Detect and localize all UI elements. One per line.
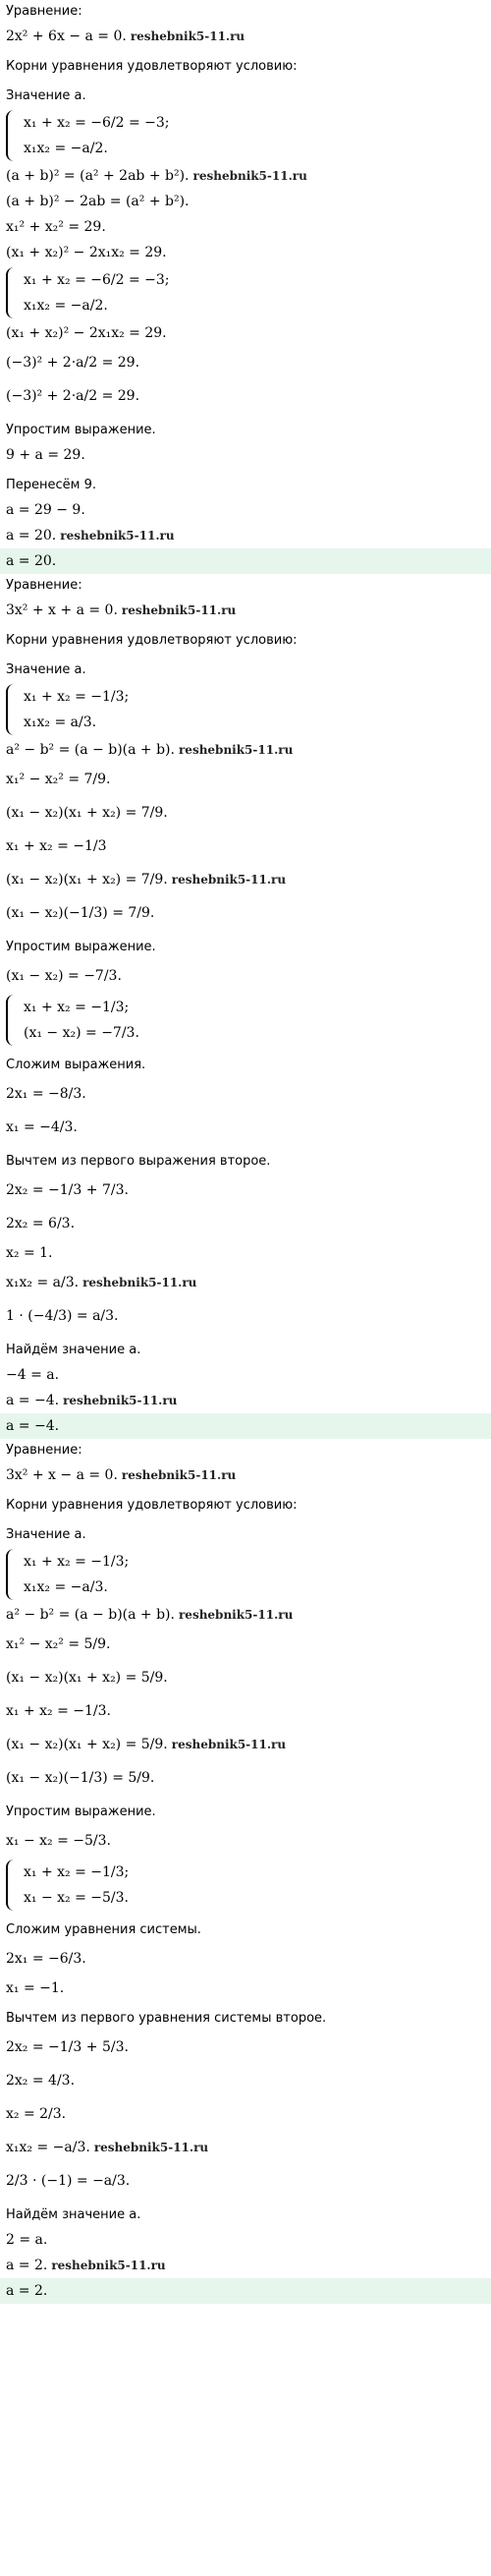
math-line-text: 3x² + x + a = 0. [6,602,118,618]
text-line [2,1054,489,1077]
watermark-logo: reshebnik5-11.ru [130,29,246,43]
equation-system [2,993,489,1048]
math-line-text: x₁² − x₂² = 5/9. [6,1636,111,1652]
math-line [2,959,489,993]
solution-section [0,1439,491,2304]
text-line-text: Сложим выражения. [6,1058,146,1072]
answer-line [0,1413,491,1439]
answer-line [0,548,491,574]
text-line [2,1150,489,1174]
system-row: x₁x₂ = −a/2. [24,298,108,314]
math-line-text: 2x₁ = −8/3. [6,1086,86,1102]
math-line [2,346,489,379]
text-line-text: Упростим выражение. [6,423,156,437]
math-line-text: 3x² + x − a = 0. [6,1467,118,1483]
math-line-text: a = −4. [6,1393,60,1408]
math-line-text: x₁x₂ = a/3. [6,1275,80,1290]
text-line-text: Корни уравнения удовлетворяют условию: [6,633,298,648]
watermark-logo: reshebnik5-11.ru [60,529,175,543]
math-line [2,2064,489,2097]
system-row: x₁ + x₂ = −1/3; [24,1000,130,1015]
system-row: x₁ + x₂ = −6/2 = −3; [24,115,170,131]
text-line-text: Перенесём 9. [6,478,97,492]
math-line [2,2227,489,2253]
brace-icon [6,684,18,735]
watermark-logo: reshebnik5-11.ru [171,873,287,887]
math-line [2,1661,489,1694]
math-line [2,163,489,189]
answer-line-text: a = −4. [6,1418,60,1434]
math-line [2,2253,489,2278]
math-line-text: a = 20. [6,528,57,544]
math-line-text: (−3)² + 2·a/2 = 29. [6,388,140,404]
math-line [2,830,489,863]
watermark-logo: reshebnik5-11.ru [121,1468,237,1482]
text-line [2,55,489,79]
text-line [2,0,489,24]
watermark-logo: reshebnik5-11.ru [178,743,294,757]
math-line-text: a² − b² = (a − b)(a + b). [6,1607,175,1623]
math-line-text: 2x₂ = −1/3 + 5/3. [6,2039,129,2055]
math-line [2,24,489,49]
system-row: x₁x₂ = −a/2. [24,141,108,156]
system-row: x₁ − x₂ = −5/3. [24,1890,129,1906]
watermark-logo: reshebnik5-11.ru [121,603,237,617]
math-line-text: (x₁ − x₂)(x₁ + x₂) = 7/9. [6,805,168,821]
text-line-text: Уравнение: [6,578,82,593]
math-line-text: 2x₂ = 4/3. [6,2073,76,2089]
math-line-text: (x₁ + x₂)² − 2x₁x₂ = 29. [6,325,167,341]
answer-line-text: a = 2. [6,2283,48,2299]
math-line [2,1942,489,1975]
math-line-text: 2x₂ = −1/3 + 7/3. [6,1182,129,1198]
text-line [2,574,489,598]
math-line-text: x₁² − x₂² = 7/9. [6,772,111,787]
text-line [2,1439,489,1462]
watermark-logo: reshebnik5-11.ru [82,1276,197,1289]
math-line [2,598,489,623]
math-line [2,2097,489,2131]
system-row: x₁ + x₂ = −1/3; [24,689,130,705]
math-line-text: (x₁ − x₂)(−1/3) = 5/9. [6,1770,155,1786]
math-line-text: a = 2. [6,2258,48,2273]
math-line-text: a = 29 − 9. [6,502,85,518]
math-line-text: 2x² + 6x − a = 0. [6,29,127,44]
math-line [2,523,489,548]
math-line-text: x₁ + x₂ = −1/3 [6,838,107,854]
system-row: x₁ + x₂ = −1/3; [24,1554,130,1570]
equation-system [2,682,489,737]
math-line [2,1266,489,1299]
math-line [2,214,489,240]
math-line-text: (a + b)² − 2ab = (a² + b²). [6,194,190,209]
brace-icon [6,110,18,161]
math-line-text: 2x₂ = 6/3. [6,1216,76,1231]
math-line-text: (x₁ − x₂)(x₁ + x₂) = 7/9. [6,872,168,887]
math-line [2,1728,489,1761]
math-line-text: x₁x₂ = −a/3. [6,2140,90,2155]
math-line-text: 1 · (−4/3) = a/3. [6,1308,119,1324]
text-line-text: Уравнение: [6,4,82,19]
text-line-text: Вычтем из первого уравнения системы второе. [6,2011,327,2026]
math-line-text: −4 = a. [6,1367,60,1383]
math-line-text: (a + b)² = (a² + 2ab + b²). [6,168,190,184]
text-line-text: Значение a. [6,662,86,677]
brace-icon [6,1549,18,1600]
math-line [2,1824,489,1858]
math-line-text: 2x₁ = −6/3. [6,1951,86,1967]
text-line-text: Значение a. [6,1527,86,1542]
text-line-text: Уравнение: [6,1443,82,1458]
text-line [2,2007,489,2031]
math-line [2,796,489,830]
math-line [2,763,489,796]
equation-system [2,108,489,163]
math-line [2,1111,489,1144]
math-line [2,1694,489,1728]
text-line-text: Упростим выражение. [6,1804,156,1819]
math-line [2,1207,489,1240]
math-line [2,189,489,214]
system-row: x₁ + x₂ = −6/2 = −3; [24,272,170,288]
text-line-text: Найдём значение a. [6,2207,141,2222]
watermark-logo: reshebnik5-11.ru [51,2259,166,2272]
math-line-text: 9 + a = 29. [6,447,85,463]
math-line [2,1299,489,1333]
text-line [2,1801,489,1824]
math-line [2,2131,489,2164]
system-row: x₁x₂ = −a/3. [24,1579,108,1595]
math-line-text: a² − b² = (a − b)(a + b). [6,742,175,758]
watermark-logo: reshebnik5-11.ru [178,1608,294,1622]
text-line [2,1918,489,1942]
math-line [2,1077,489,1111]
math-line-text: x₂ = 2/3. [6,2106,67,2122]
math-line [2,1362,489,1388]
text-line [2,1339,489,1362]
math-line [2,1975,489,2001]
math-line-text: x₁ = −4/3. [6,1119,78,1135]
text-line [2,85,489,108]
math-line-text: x₁ = −1. [6,1980,65,1996]
text-line [2,629,489,653]
system-row: x₁ + x₂ = −1/3; [24,1864,130,1880]
math-line [2,442,489,468]
brace-icon [6,267,18,318]
math-line [2,2031,489,2064]
math-line-text: 2/3 · (−1) = −a/3. [6,2173,131,2189]
text-line-text: Вычтем из первого выражения второе. [6,1154,271,1169]
math-line [2,863,489,896]
math-line-text: (x₁ − x₂) = −7/3. [6,968,122,984]
equation-system [2,1547,489,1602]
math-line-text: (x₁ − x₂)(x₁ + x₂) = 5/9. [6,1737,168,1752]
brace-icon [6,995,18,1046]
text-line [2,1494,489,1517]
math-line [2,2164,489,2198]
math-line-text: (x₁ − x₂)(−1/3) = 7/9. [6,905,155,921]
answer-line-text: a = 20. [6,553,57,569]
math-line [2,896,489,930]
text-line [2,936,489,959]
text-line-text: Корни уравнения удовлетворяют условию: [6,59,298,74]
equation-system [2,265,489,320]
math-line-text: 2 = a. [6,2232,48,2248]
text-line [2,658,489,682]
answer-line [0,2278,491,2304]
text-line [2,2204,489,2227]
watermark-logo: reshebnik5-11.ru [171,1738,287,1751]
text-line-text: Значение a. [6,88,86,103]
math-line-text: (−3)² + 2·a/2 = 29. [6,355,140,371]
text-line [2,474,489,497]
brace-icon [6,1860,18,1911]
math-line-text: x₁² + x₂² = 29. [6,219,106,235]
math-line [2,1462,489,1488]
text-line-text: Сложим уравнения системы. [6,1922,201,1937]
watermark-logo: reshebnik5-11.ru [63,1394,178,1407]
text-line-text: Найдём значение a. [6,1343,141,1357]
math-line-text: x₂ = 1. [6,1245,53,1261]
math-line [2,1761,489,1795]
math-line [2,1174,489,1207]
system-row: (x₁ − x₂) = −7/3. [24,1025,139,1041]
equation-system [2,1858,489,1913]
text-line-text: Корни уравнения удовлетворяют условию: [6,1498,298,1513]
text-line [2,1523,489,1547]
watermark-logo: reshebnik5-11.ru [93,2141,209,2154]
math-line [2,1628,489,1661]
math-line-text: (x₁ − x₂)(x₁ + x₂) = 5/9. [6,1670,168,1686]
math-line [2,320,489,346]
system-row: x₁x₂ = a/3. [24,715,97,730]
math-line-text: x₁ − x₂ = −5/3. [6,1833,111,1849]
math-line [2,1602,489,1628]
math-line-text: x₁ + x₂ = −1/3. [6,1703,111,1719]
solution-section [0,574,491,1439]
math-line [2,1240,489,1266]
math-line-text: (x₁ + x₂)² − 2x₁x₂ = 29. [6,245,167,260]
text-line-text: Упростим выражение. [6,940,156,954]
math-line [2,497,489,523]
watermark-logo: reshebnik5-11.ru [192,169,307,183]
math-line [2,379,489,413]
math-line [2,1388,489,1413]
solution-section [0,0,491,574]
math-line [2,240,489,265]
text-line [2,419,489,442]
math-line [2,737,489,763]
